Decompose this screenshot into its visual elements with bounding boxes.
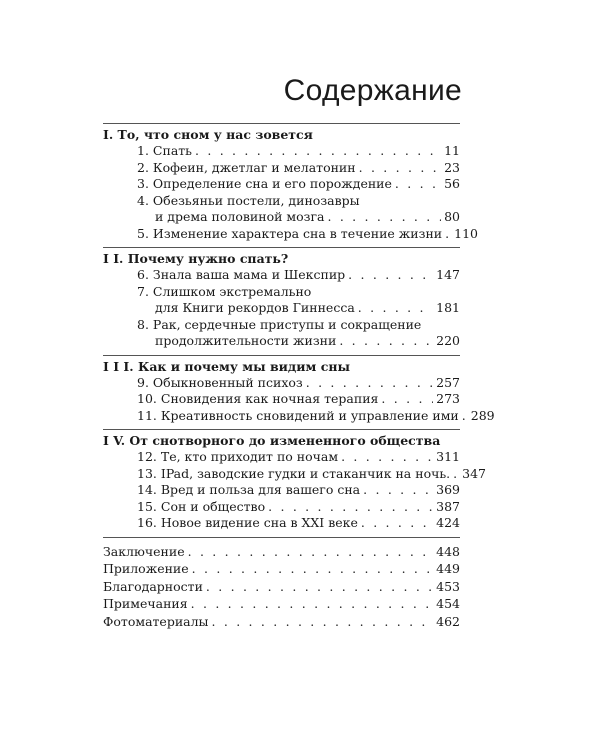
leader-dots bbox=[327, 209, 441, 226]
chapter-number: 5. bbox=[137, 225, 149, 241]
leader-dots bbox=[358, 300, 433, 317]
chapter-title: Кофеин, джетлаг и мелатонин bbox=[152, 159, 356, 175]
backmatter-title: Приложение bbox=[103, 561, 189, 576]
leader-dots bbox=[268, 499, 433, 516]
chapter-title: IPad, заводские гудки и стаканчик на ночь. bbox=[160, 465, 451, 481]
chapter-title: Определение сна и его порождение bbox=[152, 176, 392, 191]
chapter-number: 6. bbox=[137, 267, 149, 282]
toc-entry[interactable] bbox=[103, 225, 478, 243]
toc-entry[interactable] bbox=[103, 465, 486, 483]
leader-dots bbox=[191, 595, 434, 613]
toc-part bbox=[103, 124, 478, 247]
backmatter-title: Благодарности bbox=[103, 578, 203, 594]
leader-dots bbox=[361, 515, 433, 532]
page-number: 387 bbox=[436, 498, 460, 514]
leader-dots bbox=[363, 482, 433, 499]
page-number: 449 bbox=[436, 561, 460, 576]
toc-entry[interactable] bbox=[103, 407, 495, 425]
chapter-number: 7. bbox=[137, 283, 149, 299]
chapter-number: 13. bbox=[137, 465, 157, 481]
toc-entry-line[interactable] bbox=[103, 193, 460, 210]
leader-dots bbox=[339, 333, 433, 350]
part-heading[interactable]: I. То, что сном у нас зовется bbox=[103, 127, 313, 142]
toc-entry[interactable] bbox=[103, 160, 460, 177]
leader-dots bbox=[395, 176, 441, 193]
chapter-title: Обезьяньи постели, динозавры bbox=[152, 192, 360, 208]
toc-entry[interactable] bbox=[103, 176, 460, 193]
page-number: 56 bbox=[444, 176, 460, 191]
page-number: 448 bbox=[436, 543, 460, 559]
toc-entry-line[interactable] bbox=[103, 284, 460, 301]
page-number: 220 bbox=[436, 333, 460, 348]
page-number: 369 bbox=[436, 482, 460, 497]
chapter-number: 15. bbox=[137, 498, 157, 514]
part-heading[interactable]: I I. Почему нужно спать? bbox=[103, 251, 289, 266]
toc-entry[interactable] bbox=[103, 333, 460, 350]
leader-dots bbox=[195, 143, 441, 160]
toc-entry[interactable] bbox=[103, 391, 460, 408]
leader-dots bbox=[341, 449, 433, 466]
backmatter-entry[interactable] bbox=[103, 560, 460, 578]
toc-entry[interactable] bbox=[103, 482, 460, 499]
page-number: 181 bbox=[436, 300, 460, 315]
chapter-title: Креативность сновидений и управление ими bbox=[160, 407, 459, 423]
backmatter-title: Фотоматериалы bbox=[103, 613, 209, 629]
chapter-title: Рак, сердечные приступы и сокращение bbox=[152, 316, 422, 332]
toc-entry[interactable] bbox=[103, 143, 460, 160]
chapter-title: Те, кто приходит по ночам bbox=[160, 449, 339, 464]
leader-dots bbox=[212, 613, 434, 631]
page-number: 289 bbox=[470, 407, 495, 423]
backmatter-title: Примечания bbox=[103, 596, 188, 611]
page-number: 11 bbox=[444, 143, 460, 158]
backmatter-entry[interactable] bbox=[103, 543, 460, 561]
leader-dots bbox=[206, 578, 433, 596]
chapter-number: 14. bbox=[137, 482, 157, 497]
toc-part bbox=[103, 356, 495, 430]
page-number: 23 bbox=[444, 159, 460, 175]
chapter-number: 1. bbox=[137, 143, 149, 158]
chapter-number: 9. bbox=[137, 374, 149, 390]
backmatter-entry[interactable] bbox=[103, 595, 460, 613]
chapter-title: Изменение характера сна в течение жизни bbox=[152, 225, 443, 241]
page-number: 273 bbox=[436, 391, 460, 406]
chapter-number: 3. bbox=[137, 176, 149, 191]
chapter-title: Обыкновенный психоз bbox=[152, 374, 303, 390]
page-number: 80 bbox=[444, 209, 460, 224]
page-number: 424 bbox=[436, 515, 460, 530]
chapter-number: 16. bbox=[137, 515, 157, 530]
page-number: 257 bbox=[436, 374, 460, 390]
leader-dots bbox=[192, 560, 433, 578]
chapter-number: 12. bbox=[137, 449, 157, 464]
part-heading[interactable]: I I I. Как и почему мы видим сны bbox=[103, 358, 351, 374]
toc-entry[interactable] bbox=[103, 499, 460, 516]
chapter-number: 11. bbox=[137, 407, 157, 423]
toc-entry[interactable] bbox=[103, 515, 460, 532]
chapter-number: 10. bbox=[137, 391, 157, 406]
chapter-number: 2. bbox=[137, 159, 149, 175]
page-number: 453 bbox=[436, 578, 460, 594]
backmatter-list bbox=[103, 538, 460, 631]
chapter-number: 4. bbox=[137, 192, 149, 208]
toc-entry[interactable] bbox=[103, 449, 460, 466]
toc-entry[interactable] bbox=[103, 267, 460, 284]
leader-dots bbox=[462, 408, 468, 425]
toc-part bbox=[103, 430, 486, 537]
chapter-title: для Книги рекордов Гиннесса bbox=[155, 300, 355, 315]
page-number: 454 bbox=[436, 596, 460, 611]
chapter-title: продолжительности жизни bbox=[155, 333, 337, 348]
chapter-title: Новое видение сна в XXI веке bbox=[160, 515, 358, 530]
toc-part bbox=[103, 248, 460, 355]
toc-entry[interactable] bbox=[103, 375, 460, 392]
leader-dots bbox=[348, 267, 433, 284]
leader-dots bbox=[381, 391, 433, 408]
backmatter-title: Заключение bbox=[103, 543, 185, 559]
chapter-number: 8. bbox=[137, 316, 149, 332]
backmatter-entry[interactable] bbox=[103, 613, 460, 631]
chapter-title: Сновидения как ночная терапия bbox=[160, 391, 379, 406]
toc-entry-line[interactable] bbox=[103, 317, 460, 334]
backmatter-entry[interactable] bbox=[103, 578, 460, 596]
leader-dots bbox=[453, 466, 459, 483]
page-number: 347 bbox=[462, 465, 486, 481]
page-number: 147 bbox=[436, 267, 460, 282]
page-number: 462 bbox=[436, 613, 460, 629]
page-number: 110 bbox=[454, 225, 478, 241]
page-number: 311 bbox=[436, 449, 460, 464]
leader-dots bbox=[359, 160, 442, 177]
chapter-title: Вред и польза для вашего сна bbox=[160, 482, 361, 497]
toc-entry[interactable] bbox=[103, 209, 460, 226]
chapter-title: Знала ваша мама и Шекспир bbox=[152, 267, 346, 282]
chapter-title: и дрема половиной мозга bbox=[155, 209, 325, 224]
leader-dots bbox=[445, 226, 451, 243]
part-heading[interactable]: I V. От снотворного до измененного общества bbox=[103, 433, 441, 448]
leader-dots bbox=[306, 375, 433, 392]
page-title: Содержание bbox=[283, 74, 462, 107]
table-of-contents bbox=[103, 123, 495, 630]
chapter-title: Слишком экстремально bbox=[152, 283, 312, 299]
leader-dots bbox=[188, 543, 434, 561]
toc-entry[interactable] bbox=[103, 300, 460, 317]
chapter-title: Спать bbox=[152, 143, 192, 158]
chapter-title: Сон и общество bbox=[160, 498, 266, 514]
